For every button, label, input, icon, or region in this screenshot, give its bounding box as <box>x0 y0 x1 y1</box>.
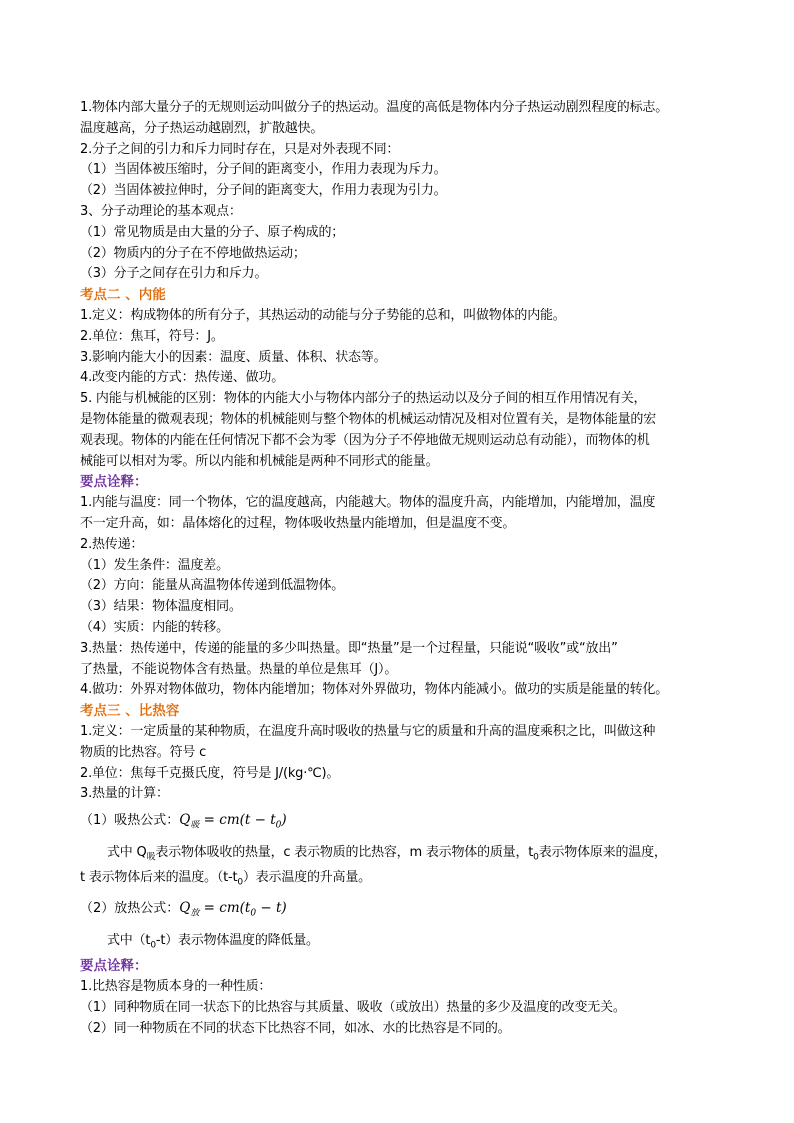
paragraph: 1.定义：一定质量的某种物质，在温度升高时吸收的热量与它的质量和升高的温度乘积之比，叫做这种 <box>80 723 656 739</box>
paragraph: 2.热传递： <box>80 536 144 552</box>
paragraph: 5. 内能与机械能的区别：物体的内能大小与物体内部分子的热运动以及分子间的相互作用情况有关， <box>80 391 647 407</box>
paragraph: 3.热量的计算： <box>80 786 169 802</box>
list-item: （3）分子之间存在引力和斥力。 <box>80 266 268 282</box>
key-points-heading: 要点诠释： <box>80 958 148 975</box>
formula-expression: $Q_吸 = cm(t - t_0)$ <box>179 812 287 831</box>
paragraph: 3.影响内能大小的因素：温度、质量、体积、状态等。 <box>80 349 387 365</box>
paragraph: 1.内能与温度：同一个物体，它的温度越高，内能越大。物体的温度升高，内能增加，内能增加，温度 <box>80 495 656 511</box>
key-points-heading: 要点诠释： <box>80 474 148 491</box>
list-item: （1）发生条件：温度差。 <box>80 557 229 573</box>
formula-label: （2）放热公式： <box>80 901 180 917</box>
section-heading-internal-energy: 考点二 、内能 <box>80 287 166 304</box>
list-item: （4）实质：内能的转移。 <box>80 619 229 635</box>
paragraph: 4.做功：外界对物体做功，物体内能增加；物体对外界做功，物体内能减小。做功的实质是能量的转化。 <box>80 682 669 698</box>
paragraph: 2.单位：焦耳，符号：J。 <box>80 328 224 344</box>
list-item: （2）物质内的分子在不停地做热运动； <box>80 245 306 261</box>
formula-description: 式中$(t_0-t)$表示物体温度的降低量。 <box>107 932 319 951</box>
paragraph: 了热量，不能说物体含有热量。热量的单位是焦耳（J）。 <box>80 661 398 677</box>
heat-absorption-formula <box>80 810 720 836</box>
paragraph: 是物体能量的微观表现；物体的机械能则与整个物体的机械运动情况及相对位置有关，是物体能量的宏 <box>80 411 657 427</box>
paragraph: 3、分子动理论的基本观点： <box>80 203 242 219</box>
paragraph: 械能可以相对为零。所以内能和机械能是两种不同形式的能量。 <box>80 453 439 469</box>
paragraph: 3.热量：热传递中，传递的能量的多少叫热量。即“热量”是一个过程量，只能说“吸收”或“放出” <box>80 640 618 656</box>
list-item: （1）常见物质是由大量的分子、原子构成的； <box>80 224 345 240</box>
paragraph: 观表现。物体的内能在任何情况下都不会为零（因为分子不停地做无规则运动总有动能），而物体的机 <box>80 432 650 448</box>
list-item: （1）当固体被压缩时，分子间的距离变小，作用力表现为斥力。 <box>80 162 447 178</box>
paragraph: 物质的比热容。符号 c <box>80 744 207 760</box>
formula-description: t 表示物体后来的温度。$(t-t_0)$表示温度的升高量。 <box>80 869 371 888</box>
paragraph: 1.比热容是物质本身的一种性质： <box>80 979 272 995</box>
formula-expression: $Q_放 = cm(t_0 - t)$ <box>179 900 287 920</box>
section-heading-specific-heat: 考点三 、比热容 <box>80 703 180 720</box>
heat-release-formula <box>80 898 720 924</box>
list-item: （1）同种物质在同一状态下的比热容与其质量、吸收（或放出）热量的多少及温度的改变无关。 <box>80 999 626 1015</box>
paragraph: 1.定义：构成物体的所有分子，其热运动的动能与分子势能的总和，叫做物体的内能。 <box>80 307 566 323</box>
paragraph: 4.改变内能的方式：热传递、做功。 <box>80 370 285 386</box>
document-body <box>80 98 720 1039</box>
list-item: （3）结果：物体温度相同。 <box>80 599 242 615</box>
paragraph: 不一定升高，如：晶体熔化的过程，物体吸收热量内能增加，但是温度不变。 <box>80 515 516 531</box>
formula-description: 式中 $Q_吸$表示物体吸收的热量，c 表示物质的比热容，m 表示物体的质量，$t_0$表示物体原来的温度， <box>107 844 667 863</box>
paragraph: 温度越高，分子热运动越剧烈，扩散越快。 <box>80 120 324 136</box>
paragraph: 2.分子之间的引力和斥力同时存在，只是对外表现不同： <box>80 141 400 157</box>
list-item: （2）当固体被拉伸时，分子间的距离变大，作用力表现为引力。 <box>80 183 447 199</box>
list-item: （2）方向：能量从高温物体传递到低温物体。 <box>80 578 345 594</box>
formula-label: （1）吸热公式： <box>80 813 180 829</box>
list-item: （2）同一种物质在不同的状态下比热容不同，如冰、水的比热容是不同的。 <box>80 1020 511 1036</box>
paragraph: 1.物体内部大量分子的无规则运动叫做分子的热运动。温度的高低是物体内分子热运动剧烈程度的标志。 <box>80 100 669 115</box>
paragraph: 2.单位：焦每千克摄氏度，符号是 J/(kg·℃)。 <box>80 765 340 781</box>
